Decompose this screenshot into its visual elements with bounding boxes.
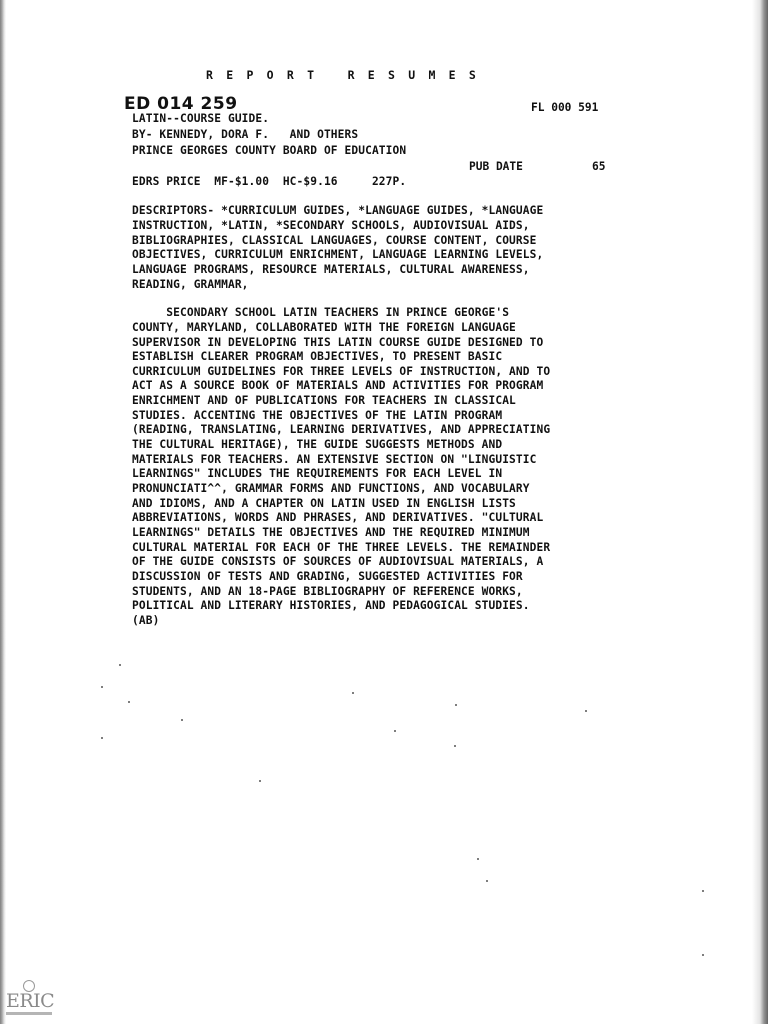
- descriptor-line: DESCRIPTORS- *CURRICULUM GUIDES, *LANGUAGE GUIDES, *LANGUAGE: [132, 204, 544, 217]
- scan-speck: [454, 745, 456, 747]
- abstract-line: LEARNINGS" DETAILS THE OBJECTIVES AND THE REQUIRED MINIMUM: [132, 526, 530, 539]
- scan-speck: [477, 858, 479, 860]
- abstract-line: OF THE GUIDE CONSISTS OF SOURCES OF AUDIOVISUAL MATERIALS, A: [132, 555, 544, 568]
- descriptor-line: OBJECTIVES, CURRICULUM ENRICHMENT, LANGUAGE LEARNING LEVELS,: [132, 248, 544, 261]
- abstract-line: POLITICAL AND LITERARY HISTORIES, AND PEDAGOGICAL STUDIES.: [132, 599, 530, 612]
- descriptor-line: READING, GRAMMAR,: [132, 278, 249, 291]
- eric-logo-bar: [6, 1012, 52, 1015]
- descriptor-line: INSTRUCTION, *LATIN, *SECONDARY SCHOOLS, AUDIOVISUAL AIDS,: [132, 219, 530, 232]
- abstract-line: ESTABLISH CLEARER PROGRAM OBJECTIVES, TO PRESENT BASIC: [132, 350, 503, 363]
- scan-speck: [352, 692, 354, 694]
- abstract-line: DISCUSSION OF TESTS AND GRADING, SUGGESTED ACTIVITIES FOR: [132, 570, 523, 583]
- pub-date-label: PUB DATE: [469, 160, 523, 173]
- scan-speck: [585, 710, 587, 712]
- eric-logo-text: ERIC: [6, 990, 55, 1012]
- abstract-line: SECONDARY SCHOOL LATIN TEACHERS IN PRINCE GEORGE'S: [132, 306, 510, 319]
- abstract-line: AND IDIOMS, AND A CHAPTER ON LATIN USED IN ENGLISH LISTS: [132, 497, 516, 510]
- fl-number: FL 000 591: [531, 101, 599, 114]
- scan-speck: [455, 704, 457, 706]
- abstract-line: ACT AS A SOURCE BOOK OF MATERIALS AND ACTIVITIES FOR PROGRAM: [132, 379, 544, 392]
- abstract-line: (READING, TRANSLATING, LEARNING DERIVATIVES, AND APPRECIATING: [132, 423, 551, 436]
- abstract-line: STUDIES. ACCENTING THE OBJECTIVES OF THE LATIN PROGRAM: [132, 409, 503, 422]
- scan-speck: [101, 686, 103, 688]
- abstract-line: MATERIALS FOR TEACHERS. AN EXTENSIVE SECTION ON "LINGUISTIC: [132, 453, 537, 466]
- scan-speck: [702, 954, 704, 956]
- abstract-line: THE CULTURAL HERITAGE), THE GUIDE SUGGESTS METHODS AND: [132, 438, 503, 451]
- document-institution: PRINCE GEORGES COUNTY BOARD OF EDUCATION: [132, 144, 407, 157]
- abstract-line: SUPERVISOR IN DEVELOPING THIS LATIN COURSE GUIDE DESIGNED TO: [132, 336, 544, 349]
- report-heading: REPORT RESUMES: [206, 68, 490, 82]
- scan-speck: [101, 737, 103, 739]
- descriptor-line: LANGUAGE PROGRAMS, RESOURCE MATERIALS, CULTURAL AWARENESS,: [132, 263, 530, 276]
- abstract-line: COUNTY, MARYLAND, COLLABORATED WITH THE FOREIGN LANGUAGE: [132, 321, 516, 334]
- pub-date-value: 65: [592, 160, 606, 173]
- scan-speck: [486, 880, 488, 882]
- abstract-line: (AB): [132, 614, 160, 627]
- scan-speck: [702, 890, 704, 892]
- edrs-price: EDRS PRICE MF-$1.00 HC-$9.16 227P.: [132, 175, 407, 188]
- scan-speck: [128, 701, 130, 703]
- scan-left-edge: [0, 0, 6, 1024]
- abstract-line: PRONUNCIATI^^, GRAMMAR FORMS AND FUNCTIONS, AND VOCABULARY: [132, 482, 530, 495]
- scan-speck: [259, 780, 261, 782]
- ed-number: ED 014 259: [124, 94, 238, 114]
- abstract-line: STUDENTS, AND AN 18-PAGE BIBLIOGRAPHY OF REFERENCE WORKS,: [132, 585, 523, 598]
- abstract-line: CURRICULUM GUIDELINES FOR THREE LEVELS OF INSTRUCTION, AND TO: [132, 365, 551, 378]
- document-title: LATIN--COURSE GUIDE.: [132, 112, 270, 125]
- scan-speck: [181, 719, 183, 721]
- abstract-line: LEARNINGS" INCLUDES THE REQUIREMENTS FOR EACH LEVEL IN: [132, 467, 503, 480]
- eric-logo: [6, 980, 54, 1016]
- abstract-line: ABBREVIATIONS, WORDS AND PHRASES, AND DERIVATIVES. "CULTURAL: [132, 511, 544, 524]
- document-author: BY- KENNEDY, DORA F. AND OTHERS: [132, 128, 359, 141]
- descriptor-line: BIBLIOGRAPHIES, CLASSICAL LANGUAGES, COURSE CONTENT, COURSE: [132, 234, 537, 247]
- scan-right-edge: [752, 0, 768, 1024]
- abstract-line: CULTURAL MATERIAL FOR EACH OF THE THREE LEVELS. THE REMAINDER: [132, 541, 551, 554]
- scan-speck: [119, 664, 121, 666]
- scan-speck: [394, 730, 396, 732]
- abstract-line: ENRICHMENT AND OF PUBLICATIONS FOR TEACHERS IN CLASSICAL: [132, 394, 516, 407]
